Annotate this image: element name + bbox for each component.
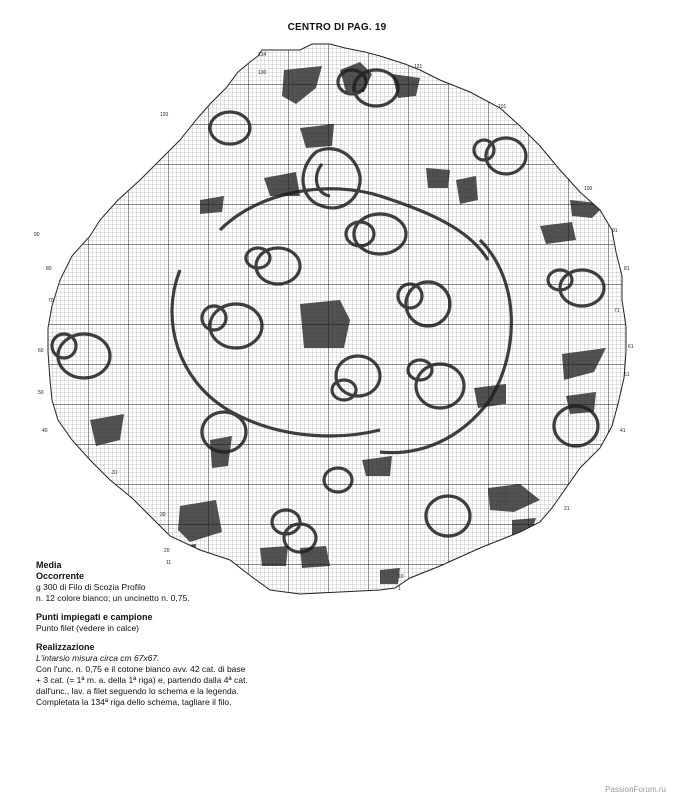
row-number-label: 134 bbox=[258, 52, 267, 58]
page-title: CENTRO DI PAG. 19 bbox=[287, 22, 387, 33]
row-number-label: 130 bbox=[258, 70, 267, 76]
row-number-label: 20 bbox=[164, 548, 170, 554]
row-number-label: 60 bbox=[38, 348, 44, 354]
method-line: dall'unc., lav. a filet seguendo lo schema e la legenda. bbox=[36, 686, 239, 696]
row-number-label: 61 bbox=[628, 344, 634, 350]
materials-heading: Occorrente bbox=[36, 571, 85, 581]
instructions-block bbox=[36, 560, 336, 708]
chart-grid bbox=[40, 40, 640, 600]
materials-line: g 300 di Filo di Scozia Profilo bbox=[36, 582, 146, 592]
row-number-label: 1 bbox=[398, 586, 401, 592]
row-number-label: 91 bbox=[612, 228, 618, 234]
row-number-label: 10 bbox=[398, 574, 404, 580]
method-line: + 3 cat. (= 1ª m. a. della 1ª riga) e, partendo dalla 4ª cat. bbox=[36, 675, 248, 685]
row-number-label: 50 bbox=[38, 390, 44, 396]
row-number-label: 11 bbox=[166, 560, 172, 566]
method-line: L'intarsio misura circa cm 67x67. bbox=[36, 653, 160, 663]
method-heading: Realizzazione bbox=[36, 642, 95, 652]
method-line: Con l'unc. n. 0,75 e il cotone bianco avv. 42 cat. di base bbox=[36, 664, 246, 674]
row-number-label: 71 bbox=[614, 308, 620, 314]
row-number-label: 101 bbox=[498, 104, 507, 110]
row-number-label: 51 bbox=[624, 372, 630, 378]
row-number-label: 120 bbox=[160, 112, 169, 118]
row-number-label: 121 bbox=[414, 64, 423, 70]
method-line: Completata la 134ª riga dello schema, tagliare il filo. bbox=[36, 697, 232, 707]
row-number-label: 30 bbox=[160, 512, 166, 518]
materials-line: n. 12 colore bianco; un uncinetto n. 0,75. bbox=[36, 593, 190, 603]
row-number-label: 41 bbox=[620, 428, 626, 434]
stitches-heading: Punti impiegati e campione bbox=[36, 612, 153, 622]
stitches-text: Punto filet (vedere in calce) bbox=[36, 623, 139, 633]
row-number-label: 31 bbox=[112, 470, 118, 476]
row-number-label: 90 bbox=[34, 232, 40, 238]
row-number-label: 40 bbox=[42, 428, 48, 434]
watermark: PassionForum.ru bbox=[605, 785, 666, 794]
row-number-label: 100 bbox=[584, 186, 593, 192]
size-label: Media bbox=[36, 560, 62, 570]
row-number-label: 21 bbox=[564, 506, 570, 512]
row-number-label: 80 bbox=[46, 266, 52, 272]
row-number-label: 81 bbox=[624, 266, 630, 272]
row-number-label: 70 bbox=[48, 298, 54, 304]
